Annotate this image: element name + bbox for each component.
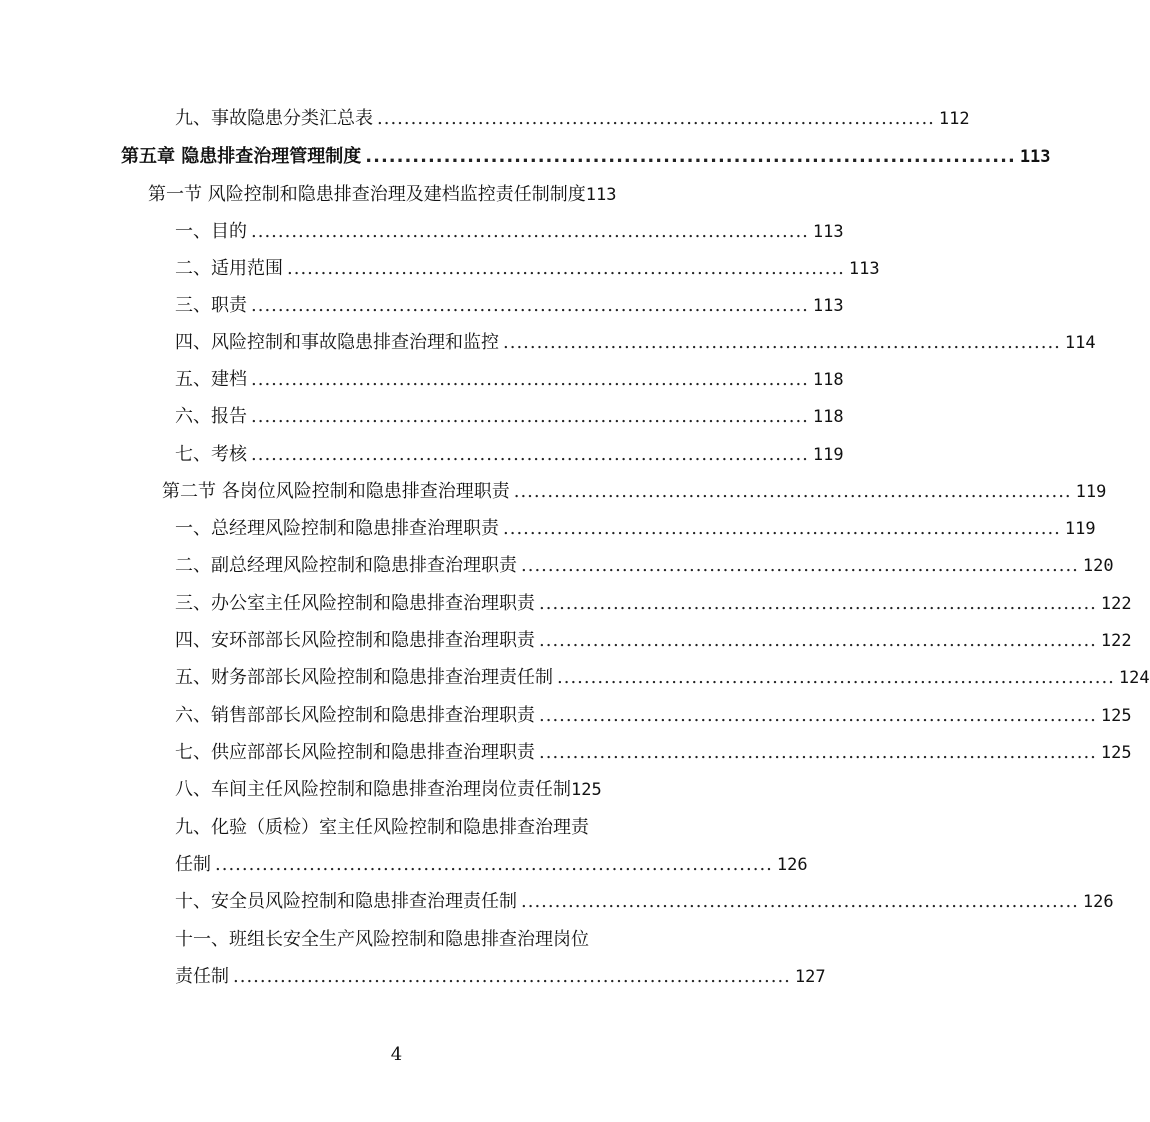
toc-entry-page: 126 <box>1082 892 1114 912</box>
dot-leader: ................................................................................... <box>287 258 845 279</box>
dot-leader: ................................................................................... <box>557 667 1115 688</box>
toc-entry-label: 二、副总经理风险控制和隐患排查治理职责 <box>175 555 517 576</box>
toc-entry-label: 三、职责 <box>175 295 247 316</box>
toc-entry-page: 127 <box>794 967 826 987</box>
toc-entry-label: 一、总经理风险控制和隐患排查治理职责 <box>175 518 499 539</box>
toc-entry-label: 十、安全员风险控制和隐患排查治理责任制 <box>175 891 517 912</box>
dot-leader: ................................................................................... <box>251 221 809 242</box>
toc-section-entry[interactable] <box>162 479 1107 505</box>
dot-leader: ................................................................................... <box>233 966 791 987</box>
dot-leader: ................................................................................... <box>365 146 1016 167</box>
toc-entry-label: 七、供应部部长风险控制和隐患排查治理职责 <box>175 742 535 763</box>
toc-entry-label: 一、目的 <box>175 221 247 242</box>
toc-entry[interactable] <box>175 591 1132 617</box>
toc-entry[interactable] <box>175 293 844 319</box>
page-number: 4 <box>390 1044 403 1065</box>
toc-section-entry[interactable] <box>148 182 708 208</box>
dot-leader: ................................................................................... <box>503 518 1061 539</box>
toc-entry-label: 第五章 隐患排查治理管理制度 <box>121 146 362 167</box>
toc-entry-page: 122 <box>1100 594 1132 614</box>
toc-entry[interactable] <box>175 256 880 282</box>
toc-entry[interactable] <box>175 219 844 245</box>
toc-entry[interactable] <box>175 927 674 953</box>
toc-entry[interactable] <box>175 516 1096 542</box>
toc-entry-label: 第二节 各岗位风险控制和隐患排查治理职责 <box>162 481 510 502</box>
dot-leader: ................................................................................... <box>539 742 1097 763</box>
toc-entry-page: 113 <box>848 259 880 279</box>
toc-entry-page: 113 <box>812 296 844 316</box>
toc-entry-label: 八、车间主任风险控制和隐患排查治理岗位责任制 <box>175 779 571 800</box>
dot-leader: ................................................................................... <box>215 854 773 875</box>
toc-entry-label: 责任制 <box>175 966 229 987</box>
toc-entry-label: 六、报告 <box>175 406 247 427</box>
toc-entry-label: 七、考核 <box>175 444 247 465</box>
toc-entry-page: 113 <box>1019 147 1051 167</box>
toc-entry[interactable] <box>175 330 1096 356</box>
toc-entry[interactable] <box>175 553 1114 579</box>
toc-entry-page: 118 <box>812 407 844 427</box>
toc-entry-label: 四、安环部部长风险控制和隐患排查治理职责 <box>175 630 535 651</box>
dot-leader: ................................................................................... <box>539 630 1097 651</box>
toc-entry[interactable] <box>175 665 1150 691</box>
toc-entry-page: 124 <box>1118 668 1150 688</box>
dot-leader: ................................................................................... <box>251 444 809 465</box>
toc-entry-page: 113 <box>585 185 617 205</box>
toc-entry[interactable] <box>175 442 844 468</box>
toc-entry-page: 112 <box>938 109 970 129</box>
dot-leader: ................................................................................... <box>539 705 1097 726</box>
toc-entry-page: 125 <box>1100 706 1132 726</box>
toc-entry-page: 119 <box>812 445 844 465</box>
toc-entry-label: 三、办公室主任风险控制和隐患排查治理职责 <box>175 593 535 614</box>
toc-entry-label: 四、风险控制和事故隐患排查治理和监控 <box>175 332 499 353</box>
toc-entry[interactable] <box>175 703 1132 729</box>
toc-entry-label: 六、销售部部长风险控制和隐患排查治理职责 <box>175 705 535 726</box>
toc-entry[interactable] <box>175 815 674 841</box>
toc-entry-label: 五、财务部部长风险控制和隐患排查治理责任制 <box>175 667 553 688</box>
toc-entry-page: 120 <box>1082 556 1114 576</box>
toc-entry-page: 113 <box>812 222 844 242</box>
dot-leader: ................................................................................... <box>251 295 809 316</box>
toc-entry-continuation[interactable] <box>175 964 826 990</box>
toc-entry-page: 122 <box>1100 631 1132 651</box>
toc-entry[interactable] <box>175 889 1114 915</box>
toc-entry[interactable] <box>175 777 685 803</box>
toc-entry-page: 125 <box>571 780 602 800</box>
toc-entry-page: 119 <box>1064 519 1096 539</box>
dot-leader: ................................................................................... <box>377 108 935 129</box>
toc-entry-label: 十一、班组长安全生产风险控制和隐患排查治理岗位 <box>175 929 589 950</box>
dot-leader: ................................................................................... <box>521 555 1079 576</box>
toc-entry[interactable] <box>175 740 1132 766</box>
toc-chapter-entry[interactable] <box>121 144 1051 170</box>
dot-leader: ................................................................................... <box>251 406 809 427</box>
toc-entry-label: 第一节 风险控制和隐患排查治理及建档监控责任制制度 <box>148 184 586 205</box>
toc-entry-page: 125 <box>1100 743 1132 763</box>
toc-entry-label: 五、建档 <box>175 369 247 390</box>
dot-leader: ................................................................................... <box>539 593 1097 614</box>
toc-entry[interactable] <box>175 404 844 430</box>
toc-entry-page: 118 <box>812 370 844 390</box>
toc-entry-label: 九、事故隐患分类汇总表 <box>175 108 373 129</box>
toc-entry-page: 126 <box>776 855 808 875</box>
dot-leader: ................................................................................... <box>521 891 1079 912</box>
toc-entry-page: 119 <box>1075 482 1107 502</box>
toc-entry[interactable] <box>175 367 844 393</box>
toc-entry-continuation[interactable] <box>175 852 808 878</box>
dot-leader: ................................................................................... <box>503 332 1061 353</box>
dot-leader: ................................................................................... <box>251 369 809 390</box>
toc-entry[interactable] <box>175 106 970 132</box>
toc-entry-label: 二、适用范围 <box>175 258 283 279</box>
toc-entry-label: 九、化验（质检）室主任风险控制和隐患排查治理责 <box>175 817 589 838</box>
dot-leader: ................................................................................... <box>513 481 1072 502</box>
toc-entry-label: 任制 <box>175 854 211 875</box>
toc-entry[interactable] <box>175 628 1132 654</box>
toc-entry-page: 114 <box>1064 333 1096 353</box>
